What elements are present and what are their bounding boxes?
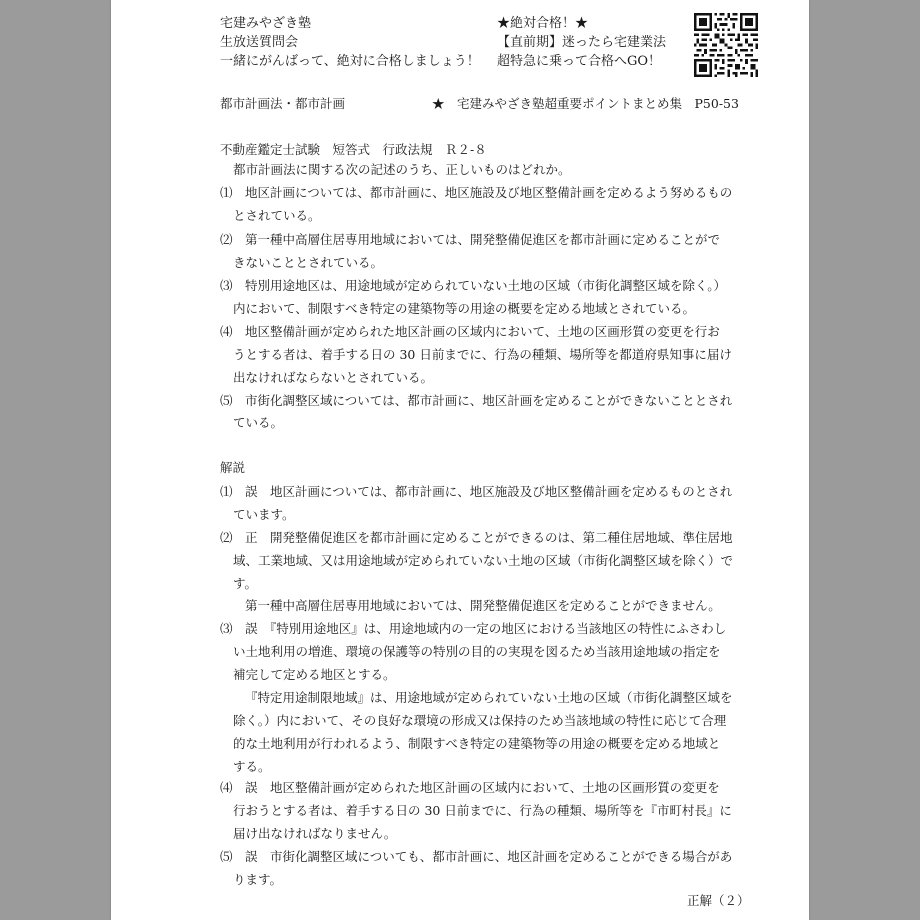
- header-left-line-3: 一緒にがんばって、絶対に合格しましょう！: [220, 54, 480, 69]
- explanation-number: ⑴: [220, 484, 233, 499]
- option-number: ⑸: [220, 393, 233, 408]
- option-number: ⑷: [220, 324, 233, 339]
- section-reference: ★ 宅建みやざき塾超重要ポイントまとめ集 P50-53: [432, 96, 739, 111]
- section-title: 都市計画法・都市計画: [220, 96, 346, 111]
- answer-label: 正解（２）: [687, 893, 750, 908]
- explanation-line: 行おうとする者は、着手する日の 30 日前までに、行為の種類、場所等を『市町村長』に: [233, 803, 732, 818]
- explanation-line: 的な土地利用が行われるよう、制限すべき特定の建築物等の用途の概要を定める地域と: [233, 736, 721, 751]
- option-line: 地区計画については、都市計画に、地区施設及び地区整備計画を定めるよう努めるもの: [245, 185, 733, 200]
- explanation-number: ⑸: [220, 849, 233, 864]
- option-line: 第一種中高層住居専用地域においては、開発整備促進区を都市計画に定めることがで: [245, 232, 721, 247]
- explanation-line: 誤 地区計画については、都市計画に、地区施設及び地区整備計画を定めるものとされ: [245, 484, 733, 499]
- option-number: ⑶: [220, 278, 233, 293]
- document-page: [111, 0, 809, 920]
- explanation-line: 域、工業地域、又は用途地域が定められていない土地の区域（市街化調整区域を除く）で: [233, 553, 734, 568]
- question-stem: 都市計画法に関する次の記述のうち、正しいものはどれか。: [233, 162, 571, 177]
- option-line: 地区整備計画が定められた地区計画の区域内において、土地の区画形質の変更を行お: [245, 324, 720, 339]
- explanation-line: 『特定用途制限地域』は、用途地域が定められていない土地の区域（市街化調整区域を: [245, 690, 733, 705]
- explanation-line: ります。: [233, 872, 283, 887]
- explanation-heading: 解説: [220, 460, 246, 475]
- explanation-line: す。: [233, 576, 258, 591]
- option-number: ⑴: [220, 185, 233, 200]
- option-line: 内において、制限すべき特定の建築物等の用途の概要を定める地域とされている。: [233, 301, 696, 316]
- explanation-line: 誤 地区整備計画が定められた地区計画の区域内において、土地の区画形質の変更を: [245, 780, 720, 795]
- explanation-line: 誤 『特別用途地区』は、用途地域内の一定の地区における当該地区の特性にふさわし: [245, 621, 727, 636]
- explanation-line: 除く。）内において、その良好な環境の形成又は保持のため当該地域の特性に応じて合理: [233, 713, 727, 728]
- option-line: とされている。: [233, 208, 321, 223]
- explanation-line: 補完して定める地区とする。: [233, 667, 396, 682]
- explanation-line: 第一種中高層住居専用地域においては、開発整備促進区を定めることができません。: [245, 598, 721, 613]
- explanation-line: する。: [233, 759, 271, 774]
- option-line: 出なければならないとされている。: [233, 370, 434, 385]
- option-line: うとする者は、着手する日の 30 日前までに、行為の種類、場所等を都道府県知事に届け: [233, 347, 732, 362]
- qr-code-icon: [694, 13, 758, 81]
- header-right-line-3: 超特急に乗って合格へGO！: [497, 54, 662, 69]
- question-source: 不動産鑑定士試験 短答式 行政法規 Ｒ２-８: [220, 142, 487, 157]
- explanation-line: 正 開発整備促進区を都市計画に定めることができるのは、第二種住居地域、準住居地: [245, 530, 733, 545]
- explanation-line: ています。: [233, 507, 295, 522]
- header-right-line-2: 【直前期】迷ったら宅建業法: [497, 35, 667, 50]
- option-number: ⑵: [220, 232, 233, 247]
- header-left: [220, 14, 480, 71]
- explanation-line: い土地利用の増進、環境の保護等の特別の目的の実現を図るため当該用途地域の指定を: [233, 644, 721, 659]
- header-right-line-1: ★絶対合格！★: [497, 16, 589, 31]
- header-left-line-2: 生放送質問会: [220, 35, 299, 50]
- explanation-number: ⑶: [220, 621, 233, 636]
- explanation-number: ⑷: [220, 780, 233, 795]
- option-line: きないこととされている。: [233, 255, 384, 270]
- option-line: 特別用途地区は、用途地域が定められていない土地の区域（市街化調整区域を除く。）: [245, 278, 727, 293]
- explanation-line: 誤 市街化調整区域についても、都市計画に、地区計画を定めることができる場合があ: [245, 849, 733, 864]
- explanation-number: ⑵: [220, 530, 233, 545]
- option-line: ている。: [233, 415, 284, 430]
- explanation-line: 届け出なければなりません。: [233, 826, 397, 841]
- header-left-line-1: 宅建みやざき塾: [220, 16, 312, 31]
- header-right: [497, 14, 666, 71]
- option-line: 市街化調整区域については、都市計画に、地区計画を定めることができないこととされ: [245, 393, 733, 408]
